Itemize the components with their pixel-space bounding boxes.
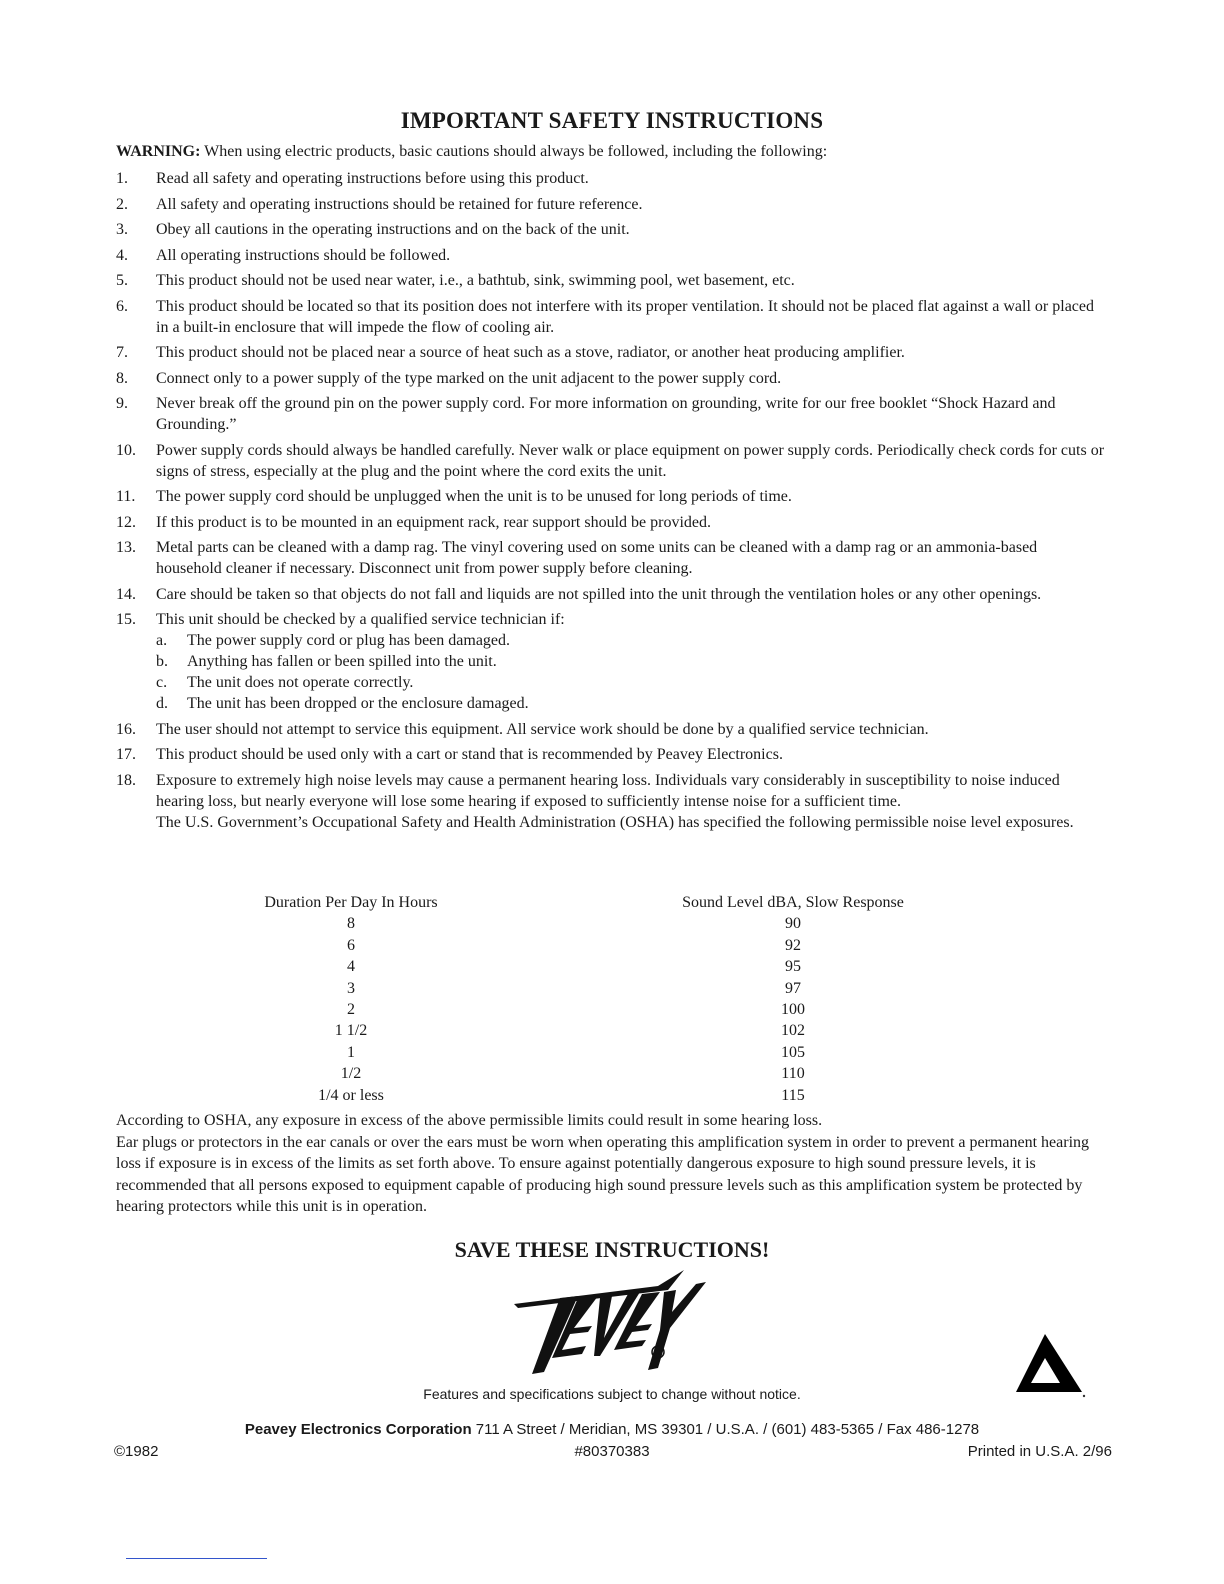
table-cell: 95 [785, 958, 801, 976]
item-text: The user should not attempt to service this equipment. All service work should be done by a qualified service technician. [156, 720, 929, 738]
table-cell: 6 [347, 936, 355, 954]
item-number: 18. [116, 771, 136, 789]
item-text: Never break off the ground pin on the power supply cord. For more information on grounding, write for our free booklet “Shock Hazard and Grounding.” [156, 395, 1056, 433]
sub-item-letter: d. [156, 695, 168, 712]
item-text: This product should not be used near water, i.e., a bathtub, sink, swimming pool, wet basement, etc. [156, 272, 795, 289]
warning-line [116, 143, 827, 161]
table-cell: 92 [785, 936, 801, 954]
table-cell: 8 [347, 915, 355, 933]
sub-item [156, 672, 1106, 693]
list-item [116, 219, 1106, 240]
item-number: 17. [116, 746, 136, 763]
osha-note: The U.S. Government’s Occupational Safety and Health Administration (OSHA) has specified the following permissible noise level exposures. [156, 813, 1074, 831]
item-text: Metal parts can be cleaned with a damp rag. The vinyl covering used on some units can be cleaned with a damp rag or an ammonia-based household cleaner if necessary. Disconnect unit from power supply before cleaning. [156, 539, 1038, 577]
svg-text:R: R [655, 1348, 661, 1358]
sub-item-text: The unit does not operate correctly. [187, 674, 414, 691]
sub-item-letter: c. [156, 674, 168, 691]
address-text: 711 A Street / Meridian, MS 39301 / U.S.A. / (601) 483-5365 / Fax 486-1278 [471, 1421, 980, 1438]
sub-item [156, 630, 1106, 651]
list-item [116, 194, 1106, 215]
instruction-list [116, 168, 1106, 837]
item-number: 16. [116, 720, 136, 738]
item-text: Obey all cautions in the operating instructions and on the back of the unit. [156, 221, 630, 238]
list-item [116, 342, 1106, 363]
table-header: Sound Level dBA, Slow Response [682, 894, 904, 911]
item-number: 5. [116, 272, 128, 289]
item-number: 8. [116, 369, 128, 387]
item-text: All operating instructions should be followed. [156, 246, 451, 264]
item-number: 4. [116, 246, 128, 264]
table-cell: 100 [781, 1001, 805, 1019]
sub-item [156, 651, 1106, 672]
sub-item-text: Anything has fallen or been spilled into the unit. [187, 653, 497, 670]
copyright: ©1982 [114, 1443, 159, 1460]
item-text: This product should be located so that its position does not interfere with its proper ventilation. It should not be placed flat against a wall or placed in a built-in enclosure that will impede the flow of cooling air. [156, 297, 1094, 336]
list-item [116, 440, 1106, 482]
table-header: Duration Per Day In Hours [264, 894, 438, 911]
item-text: Care should be taken so that objects do not fall and liquids are not spilled into the unit through the ventilation holes or any other openings. [156, 585, 1042, 603]
table-cell: 4 [347, 958, 355, 976]
item-text: Connect only to a power supply of the type marked on the unit adjacent to the power supply cord. [156, 369, 782, 387]
sub-item-letter: b. [156, 653, 168, 670]
table-cell: 1/2 [340, 1065, 362, 1083]
part-number: #80370383 [574, 1443, 650, 1460]
list-item [116, 584, 1106, 605]
list-item [116, 393, 1106, 435]
item-text: If this product is to be mounted in an equipment rack, rear support should be provided. [156, 513, 711, 531]
list-item [116, 770, 1106, 833]
item-text: Exposure to extremely high noise levels may cause a permanent hearing loss. Individuals vary considerably in susceptibility to noise induced hearing loss, but nearly everyone will lose some hearing if exposed to sufficiently intense noise for a sufficient time. [156, 771, 1060, 810]
item-number: 7. [116, 344, 128, 361]
item-text: This unit should be checked by a qualified service technician if: [156, 611, 565, 628]
sound-level-column [660, 892, 926, 1106]
list-item [116, 168, 1106, 189]
table-cell: 1 1/2 [334, 1022, 368, 1040]
sub-item-letter: a. [156, 632, 168, 649]
table-cell: 2 [347, 1001, 355, 1019]
table-cell: 110 [781, 1065, 805, 1083]
table-cell: 1/4 or less [318, 1086, 384, 1104]
list-item [116, 719, 1106, 740]
list-item [116, 512, 1106, 533]
item-text: This product should not be placed near a source of heat such as a stove, radiator, or another heat producing amplifier. [156, 344, 905, 361]
item-text: Read all safety and operating instructions before using this product. [156, 170, 589, 187]
table-cell: 90 [785, 915, 801, 933]
item-text: Power supply cords should always be handled carefully. Never walk or place equipment on power supply cords. Periodically check cords for cuts or signs of stress, especially at the plug and the point where the cord exits the unit. [156, 441, 1105, 480]
table-cell: 3 [347, 979, 355, 997]
printed-info: Printed in U.S.A. 2/96 [967, 1443, 1112, 1460]
list-item [116, 270, 1106, 291]
list-item [116, 744, 1106, 765]
divider [126, 1558, 267, 1559]
list-item [116, 368, 1106, 389]
after-table-text [116, 1110, 1106, 1218]
sub-item-text: The power supply cord or plug has been damaged. [187, 632, 511, 649]
item-number: 3. [116, 221, 128, 238]
list-item [116, 486, 1106, 507]
features-notice: Features and specifications subject to change without notice. [423, 1386, 801, 1402]
warning-text: When using electric products, basic cautions should always be followed, including the following: [200, 143, 828, 160]
item-text: All safety and operating instructions should be retained for future reference. [156, 195, 643, 213]
table-cell: 1 [347, 1043, 355, 1061]
sub-item [156, 693, 1106, 714]
corporation-name: Peavey Electronics Corporation [244, 1421, 472, 1438]
item-number: 1. [116, 170, 128, 187]
item-text: This product should be used only with a cart or stand that is recommended by Peavey Electronics. [156, 746, 783, 763]
duration-column [246, 892, 456, 1106]
item-number: 12. [116, 513, 136, 531]
page-title: IMPORTANT SAFETY INSTRUCTIONS [400, 108, 824, 133]
warning-label: WARNING: [116, 143, 201, 160]
item-number: 10. [116, 441, 136, 459]
table-cell: 97 [785, 979, 801, 997]
item-number: 14. [116, 585, 136, 603]
corporate-address [0, 1421, 1224, 1438]
table-cell: 115 [781, 1086, 805, 1104]
item-number: 2. [116, 195, 128, 213]
item-number: 6. [116, 297, 128, 315]
table-cell: 102 [781, 1022, 805, 1040]
paragraph: Ear plugs or protectors in the ear canals or over the ears must be worn when operating this amplification system in order to prevent a permanent hearing loss if exposure is in excess of the limits as set forth above. To ensure against potentially dangerous exposure to high sound pressure levels, it is recommended that all persons exposed to equipment capable of producing high sound pressure levels such as this amplification system be protected by hearing protectors while this unit is in operation. [116, 1133, 1090, 1215]
list-item [116, 537, 1106, 579]
item-text: The power supply cord should be unplugged when the unit is to be unused for long periods of time. [156, 488, 792, 505]
list-item [116, 245, 1106, 266]
item-number: 13. [116, 539, 136, 556]
table-cell: 105 [781, 1043, 805, 1061]
list-item [116, 296, 1106, 338]
item-number: 15. [116, 611, 136, 628]
save-instructions-heading: SAVE THESE INSTRUCTIONS! [454, 1237, 770, 1262]
peavey-logo [508, 1268, 718, 1378]
sub-item-text: The unit has been dropped or the enclosure damaged. [187, 695, 529, 712]
item-number: 9. [116, 395, 128, 412]
paragraph: According to OSHA, any exposure in excess of the above permissible limits could result in some hearing loss. [116, 1112, 823, 1129]
item-number: 11. [116, 488, 136, 505]
list-item [116, 609, 1106, 714]
